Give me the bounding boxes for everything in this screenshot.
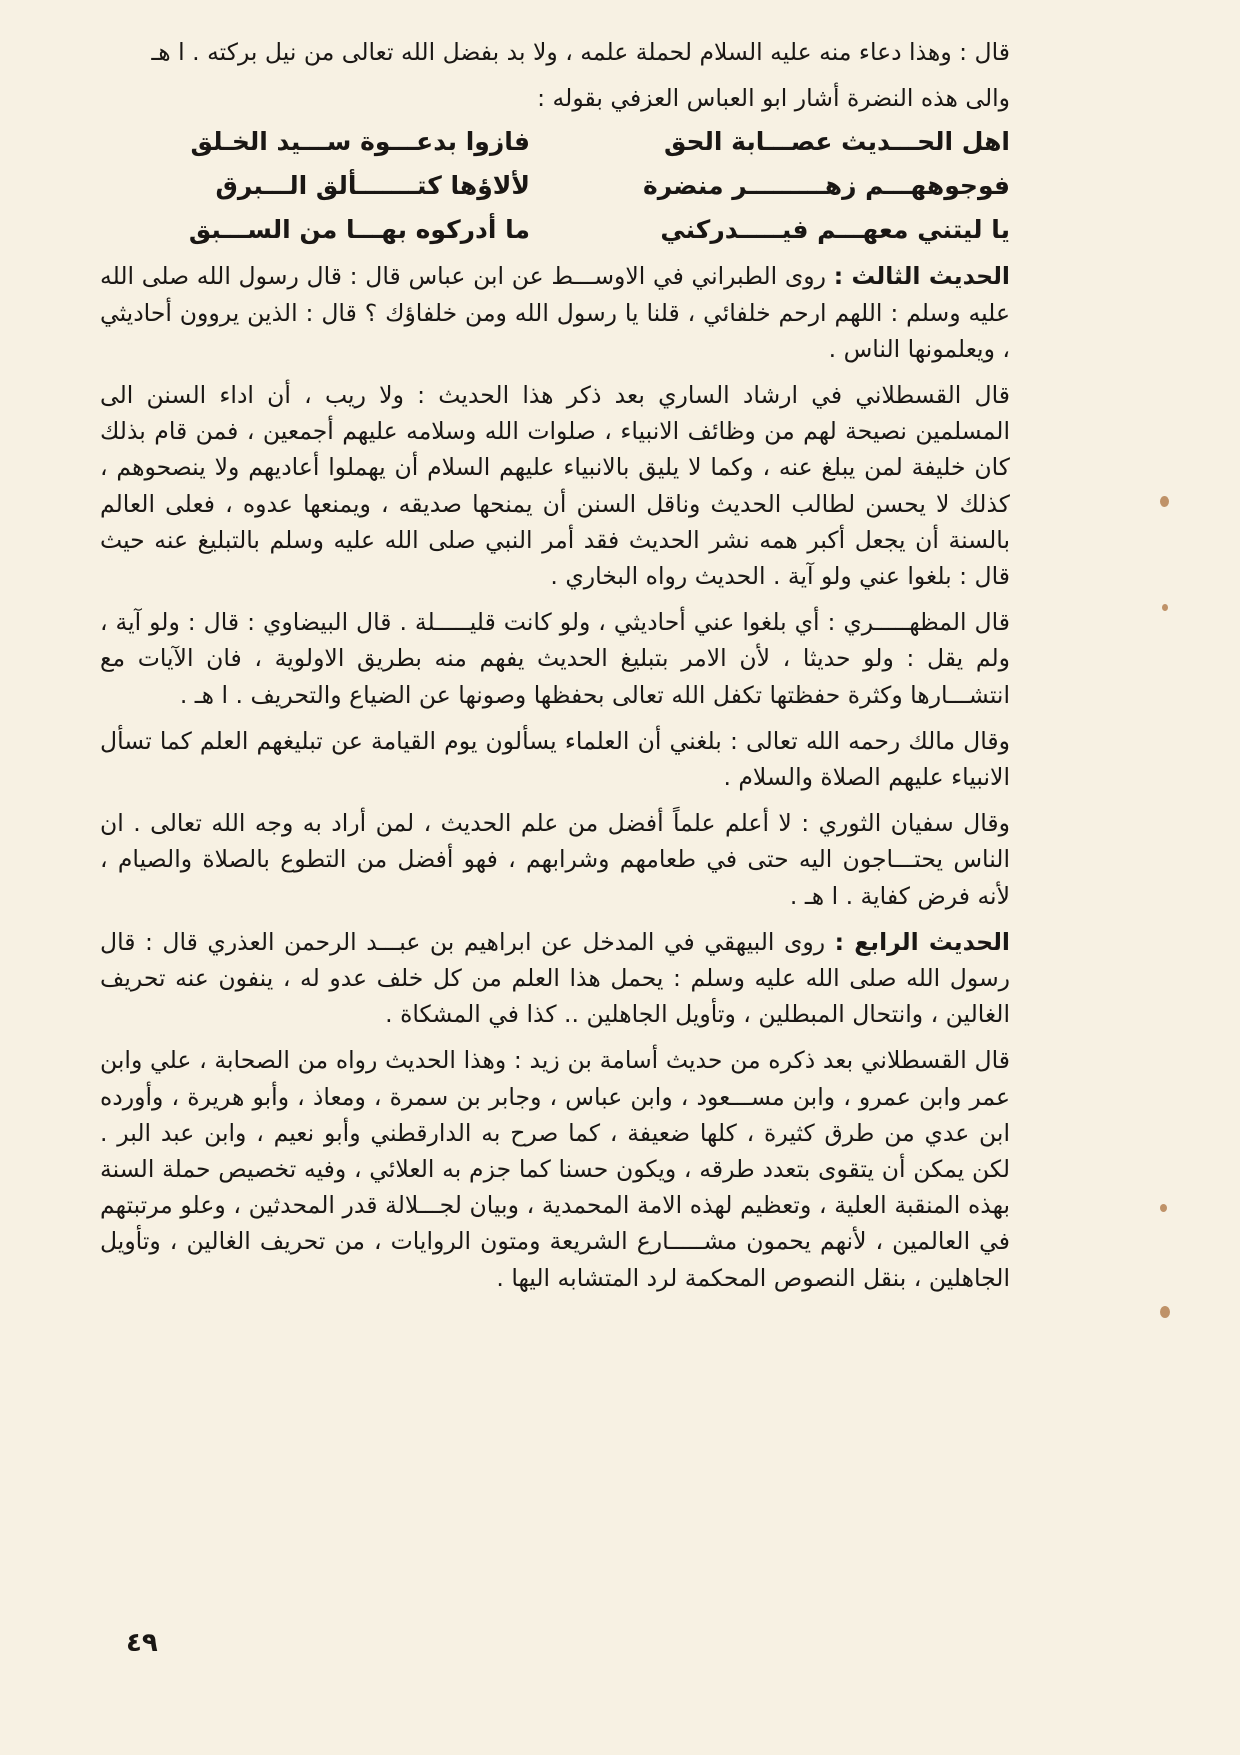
poem-hemistich-right: فوجوههـــم زهـــــــــر منضرة (642, 171, 1010, 201)
paper-speck (1160, 496, 1169, 507)
poem-verse (100, 120, 1010, 164)
paragraph-prayer-note: قال : وهذا دعاء منه عليه السلام لحملة علمه ، ولا بد بفضل الله تعالى من نيل بركته . ا هـ (151, 38, 1010, 66)
poem-hemistich-right: يا ليتني معهـــم فيـــــدركني (660, 215, 1010, 245)
poem (100, 120, 1010, 252)
poem-hemistich-right: اهل الحـــديث عصـــابة الحق (663, 127, 1010, 157)
paper-speck (1162, 604, 1168, 611)
poem-hemistich-left: ما أدركوه بهـــا من الســـبق (188, 215, 530, 245)
hadith-third (100, 258, 1010, 367)
paragraph-mazhari-baydawi: قال المظهـــــري : أي بلغوا عني أحاديثي ، ولو كانت قليـــــلة . قال البيضاوي : قال : ولو آية ، ولم يقل : ولو حديثا ، لأن الامر بتبليغ الحديث يفهم منه بطريق الاولوية ، فان الآيات مع انتشـــارها وكثرة حفظتها تكفل الله تعالى بحفظها وصونها عن الضياع والتحريف . ا هـ . (100, 608, 1010, 709)
page-text-body (100, 34, 1010, 1306)
page-number: ٤٩ (126, 1628, 158, 1658)
paragraph-qastallani-usama: قال القسطلاني بعد ذكره من حديث أسامة بن زيد : وهذا الحديث رواه من الصحابة ، علي وابن عمر وابن عمرو ، وابن مســـعود ، وابن عباس ، وجابر بن سمرة ، ومعاذ ، وأبو هريرة ، وأورده ابن عدي من طرق كثيرة ، كلها ضعيفة ، كما صرح به الدارقطني وأبو نعيم ، وابن عبد البر . لكن يمكن أن يتقوى بتعدد طرقه ، ويكون حسنا كما جزم به العلائي ، وفيه تخصيص حملة السنة بهذه المنقبة العلية ، وتعظيم لهذه الامة المحمدية ، وبيان لجـــلالة قدر المحدثين ، وعلو مرتبتهم في العالمين ، لأنهم يحمون مشـــــارع الشريعة ومتون الروايات ، من تحريف الغالين ، وتأويل الجاهلين ، بنقل النصوص المحكمة لرد المتشابه اليها . (100, 1046, 1010, 1292)
poem-verse (100, 208, 1010, 252)
poem-hemistich-left: فازوا بدعـــوة ســـيد الخـلق (190, 127, 530, 157)
hadith-fourth-heading: الحديث الرابع : (834, 927, 1010, 956)
hadith-fourth (100, 924, 1010, 1033)
poem-hemistich-left: لألاؤها كتـــــــألق الـــبرق (215, 171, 530, 201)
paragraph-poem-intro: والى هذه النضرة أشار ابو العباس العزفي بقوله : (537, 84, 1010, 113)
poem-verse (100, 164, 1010, 208)
hadith-third-text: روى الطبراني في الاوســـط عن ابن عباس قال : قال رسول الله صلى الله عليه وسلم : اللهم ارحم خلفائي ، قلنا يا رسول الله ومن خلفاؤك ؟ قال : الذين يروون أحاديثي ، ويعلمونها الناس . (100, 262, 1010, 363)
paragraph-sufyan-thawri: وقال سفيان الثوري : لا أعلم علماً أفضل من علم الحديث ، لمن أراد به وجه الله تعالى . ان الناس يحتـــاجون اليه حتى في طعامهم وشرابهم ، فهو أفضل من التطوع بالصلاة والصيام ، لأنه فرض كفاية . ا هـ . (100, 809, 1010, 910)
paper-speck (1160, 1306, 1170, 1318)
paper-speck (1160, 1204, 1167, 1212)
paragraph-qastallani-irshad: قال القسطلاني في ارشاد الساري بعد ذكر هذا الحديث : ولا ريب ، أن اداء السنن الى المسلمين نصيحة لهم من وظائف الانبياء ، صلوات الله وسلامه عليهم أجمعين ، فمن قام بذلك كان خليفة لمن يبلغ عنه ، وكما لا يليق بالانبياء عليهم السلام أن يهملوا أعاديهم ولا ينصحوهم ، كذلك لا يحسن لطالب الحديث وناقل السنن أن يمنحها صديقه ، ويمنعها عدوه ، فعلى العالم بالسنة أن يجعل أكبر همه نشر الحديث فقد أمر النبي صلى الله عليه وسلم بالتبليغ عنه حيث قال : بلغوا عني ولو آية . الحديث رواه البخاري . (100, 381, 1010, 591)
hadith-fourth-text: روى البيهقي في المدخل عن ابراهيم بن عبـــد الرحمن العذري قال : قال رسول الله صلى الله عليه وسلم : يحمل هذا العلم من كل خلف عدو له ، ينفون عنه تحريف الغالين ، وانتحال المبطلين ، وتأويل الجاهلين .. كذا في المشكاة . (100, 927, 1010, 1029)
paragraph-malik: وقال مالك رحمه الله تعالى : بلغني أن العلماء يسألون يوم القيامة عن تبليغهم العلم كما تسأل الانبياء عليهم الصلاة والسلام . (100, 726, 1010, 792)
hadith-third-heading: الحديث الثالث : (833, 262, 1010, 291)
